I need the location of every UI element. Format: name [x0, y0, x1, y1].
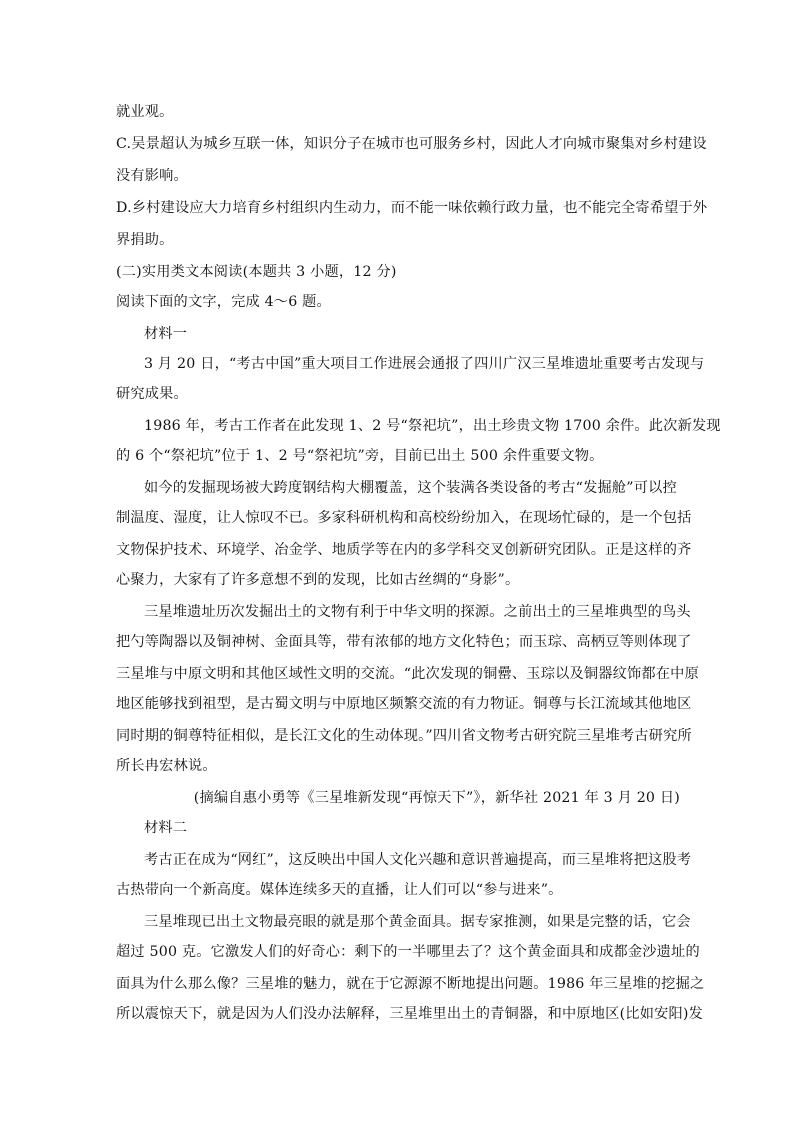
paragraph-line: 把勺等陶器以及铜神树、金面具等，带有浓郁的地方文化特色；而玉琮、高柄豆等则体现了 — [116, 634, 692, 650]
paragraph-line: 同时期的铜尊特征相似，是长江文化的生动体现。”四川省文物考古研究院三星堆考古研究所 — [116, 728, 692, 744]
paragraph-line: 3 月 20 日，“考古中国”重大项目工作进展会通报了四川广汉三星堆遗址重要考古发现与 — [144, 356, 705, 372]
paragraph-line: 1986 年，考古工作者在此发现 1、2 号“祭祀坑”，出土珍贵文物 1700 余件。此次新发现 — [144, 418, 721, 434]
paragraph-line: 古热带向一个新高度。媒体连续多天的直播，让人们可以“参与进来”。 — [116, 882, 563, 898]
paragraph-line: 三星堆现已出土文物最亮眼的就是那个黄金面具。据专家推测，如果是完整的话，它会 — [144, 914, 691, 930]
paragraph-line: 研究成果。 — [116, 386, 188, 402]
option-c-line: C.吴景超认为城乡互联一体，知识分子在城市也可服务乡村，因此人才向城市聚集对乡村建设 — [116, 136, 707, 152]
paragraph-line: 三星堆与中原文明和其他区域性文明的交流。“此次发现的铜罍、玉琮以及铜器纹饰都在中原 — [116, 666, 699, 682]
text-line: 就业观。 — [116, 104, 174, 120]
paragraph-line: 所长冉宏林说。 — [116, 758, 217, 774]
paragraph-line: 地区能够找到祖型，是古蜀文明与中原地区频繁交流的有力物证。铜尊与长江流域其他地区 — [116, 696, 692, 712]
material-one-label: 材料一 — [144, 326, 188, 342]
paragraph-line: 考古正在成为“网红”，这反映出中国人文化兴趣和意识普遍提高，而三星堆将把这股考 — [144, 852, 692, 868]
paragraph-line: 三星堆遗址历次发掘出土的文物有利于中华文明的探源。之前出土的三星堆典型的鸟头 — [144, 604, 691, 620]
paragraph-line: 面具为什么那么像？三星堆的魅力，就在于它源源不断地提出问题。1986 年三星堆的挖掘之 — [116, 976, 705, 992]
paragraph-line: 制温度、湿度，让人惊叹不已。多家科研机构和高校纷纷加入，在现场忙碌的，是一个包括 — [116, 510, 692, 526]
text-line: 没有影响。 — [116, 168, 188, 184]
paragraph-line: 所以震惊天下，就是因为人们没办法解释，三星堆里出土的青铜器，和中原地区(比如安阳)发 — [116, 1006, 703, 1022]
source-citation: (摘编自惠小勇等《三星堆新发现“再惊天下”》，新华社 2021 年 3 月 20 日) — [193, 790, 680, 806]
material-two-label: 材料二 — [144, 820, 188, 836]
text-line: 界捐助。 — [116, 232, 174, 248]
instruction-line: 阅读下面的文字，完成 4～6 题。 — [116, 294, 331, 310]
paragraph-line: 如今的发掘现场被大跨度钢结构大棚覆盖，这个装满各类设备的考古“发掘舱”可以控 — [144, 480, 677, 496]
paragraph-line: 心聚力，大家有了许多意想不到的发现，比如古丝绸的“身影”。 — [116, 572, 520, 588]
section-heading: (二)实用类文本阅读(本题共 3 小题，12 分) — [116, 264, 397, 280]
option-d-line: D.乡村建设应大力培育乡村组织内生动力，而不能一味依赖行政力量，也不能完全寄希望于外 — [116, 200, 708, 216]
paragraph-line: 的 6 个“祭祀坑”位于 1、2 号“祭祀坑”旁，目前已出土 500 余件重要文物。 — [116, 448, 604, 464]
paragraph-line: 超过 500 克。它激发人们的好奇心：剩下的一半哪里去了？这个黄金面具和成都金沙遗址的 — [116, 944, 700, 960]
paragraph-line: 文物保护技术、环境学、冶金学、地质学等在内的多学科交叉创新研究团队。正是这样的齐 — [116, 542, 692, 558]
